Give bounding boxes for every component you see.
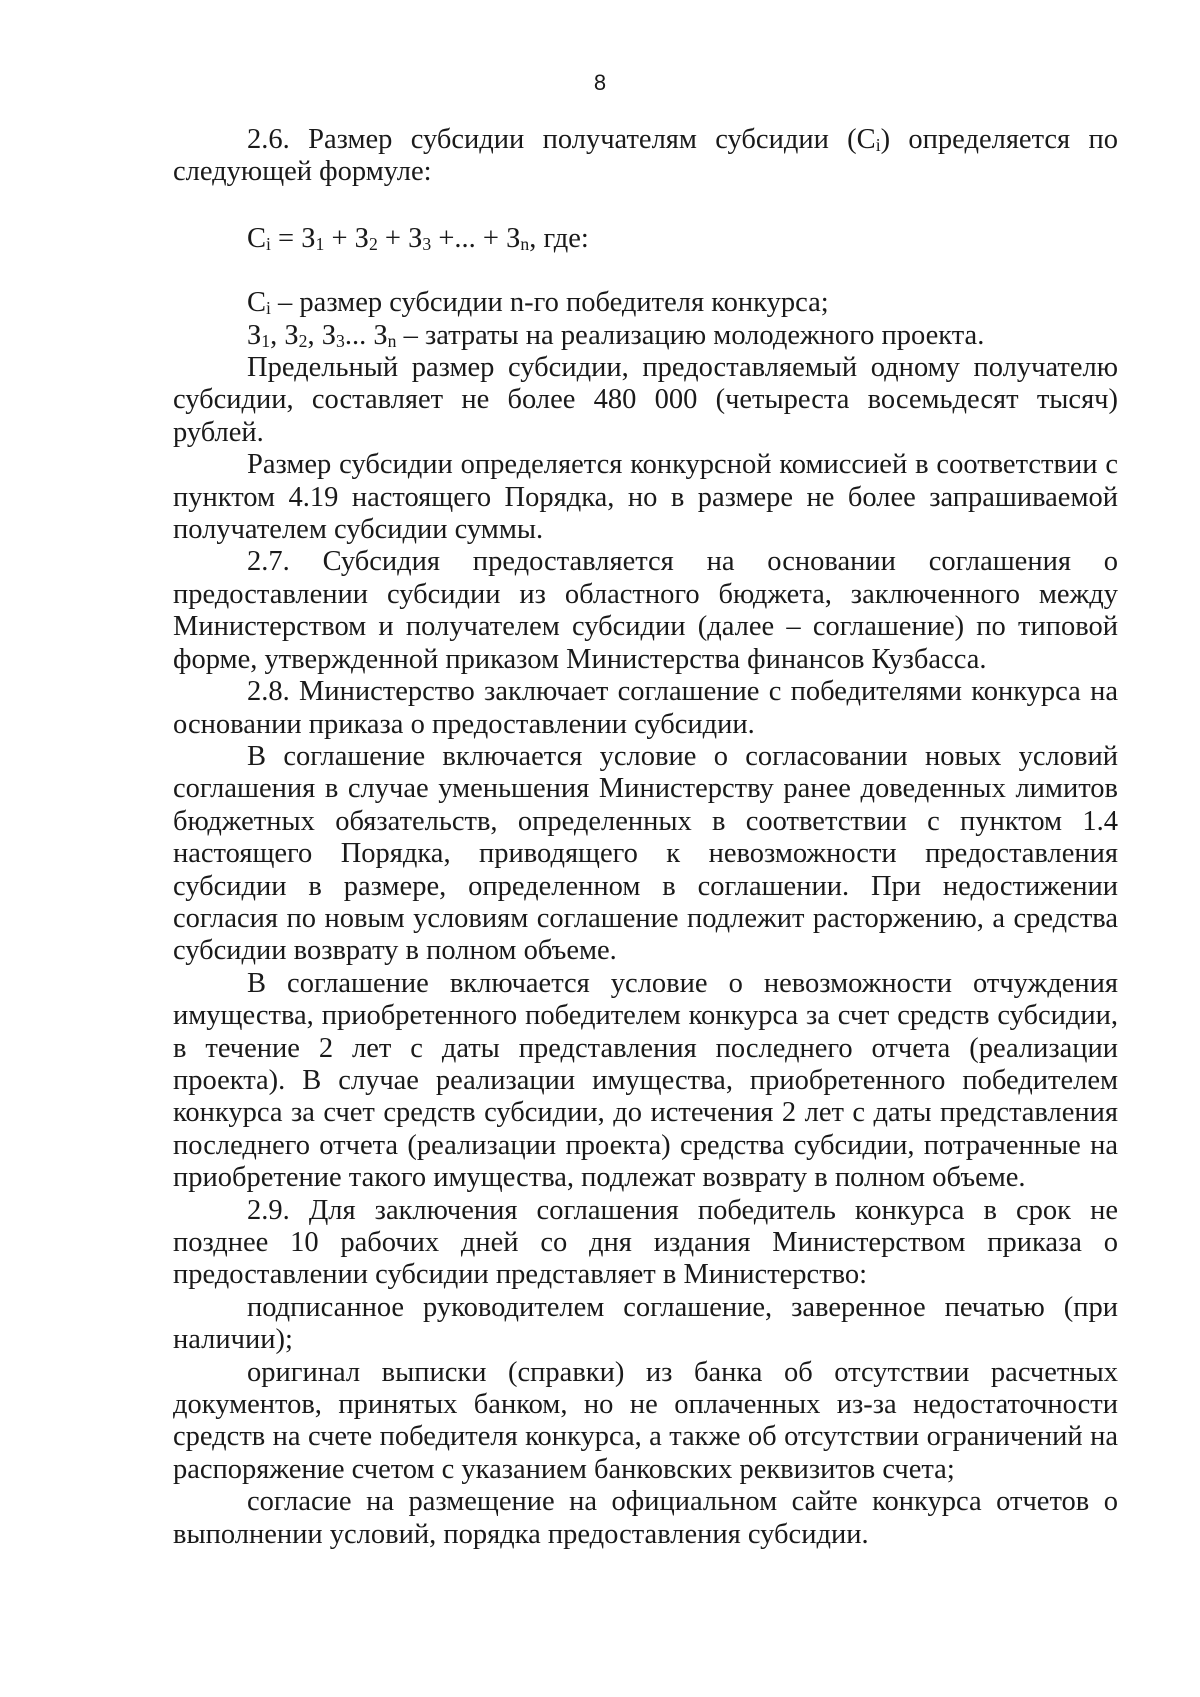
- formula-plus-3: +... + З: [431, 222, 521, 254]
- formula-tail: , где:: [529, 222, 589, 254]
- list-item-signed-agreement: подписанное руководителем соглашение, заверенное печатью (при наличии);: [173, 1291, 1118, 1356]
- subsidy-formula: [173, 223, 1118, 255]
- definition-z3: , З: [307, 319, 336, 351]
- definition-ci: [173, 287, 1118, 319]
- definition-z1: З: [247, 319, 262, 351]
- definition-z2-sub: 2: [298, 330, 308, 351]
- formula-plus-2: + З: [377, 222, 423, 254]
- definition-z: [173, 320, 1118, 352]
- paragraph-condition-1: В соглашение включается условие о согласовании новых условий соглашения в случае уменьшения Министерству ранее доведенных лимитов бюджетных обязательств, определенных в соответствии с пунктом 1.4 настоящего Порядка, приводящего к невозможности предоставления субсидии в размере, определенном в соглашении. При недостижении согласия по новым условиям соглашение подлежит расторжению, а средства субсидии возврату в полном объеме.: [173, 740, 1118, 967]
- formula-sub-2: 2: [368, 233, 378, 254]
- paragraph-condition-2: В соглашение включается условие о невозможности отчуждения имущества, приобретенного победителем конкурса за счет средств субсидии, в течение 2 лет с даты представления последнего отчета (реализации проекта). В случае реализации имущества, приобретенного победителем конкурса за счет средств субсидии, до истечения 2 лет с даты представления последнего отчета (реализации проекта) средства субсидии, потраченные на приобретение такого имущества, подлежат возврату в полном объеме.: [173, 967, 1118, 1194]
- list-item-bank-statement: оригинал выписки (справки) из банка об отсутствии расчетных документов, принятых банком, но не оплаченных из-за недостаточности средств на счете победителя конкурса, а также об отсутствии ограничений на распоряжение счетом с указанием банковских реквизитов счета;: [173, 1356, 1118, 1485]
- paragraph-2-6-start: 2.6. Размер субсидии получателям субсидии (С: [247, 124, 876, 155]
- paragraph-2-8: 2.8. Министерство заключает соглашение с победителями конкурса на основании приказа о предоставлении субсидии.: [173, 676, 1118, 740]
- paragraph-limit: Предельный размер субсидии, предоставляемый одному получателю субсидии, составляет не более 480 000 (четыреста восемьдесят тысяч) рублей.: [173, 352, 1118, 448]
- paragraph-2-6: [173, 124, 1118, 189]
- formula-sub-1: 1: [315, 233, 325, 254]
- subscript-i: i: [875, 135, 881, 155]
- definition-ci-sub: i: [266, 298, 271, 319]
- paragraph-2-7: 2.7. Субсидия предоставляется на основании соглашения о предоставлении субсидии из областного бюджета, заключенного между Министерством и получателем субсидии (далее – соглашение) по типовой форме, утвержденной приказом Министерства финансов Кузбасса.: [173, 546, 1118, 675]
- definition-ci-symbol: С: [247, 287, 267, 319]
- formula-eq: = З: [270, 222, 316, 254]
- formula-sub-n: n: [520, 233, 530, 254]
- document-body: [173, 124, 1118, 1551]
- formula-ci-sub: i: [266, 233, 271, 254]
- formula-ci: С: [247, 222, 267, 254]
- formula-plus-1: + З: [324, 222, 369, 254]
- paragraph-2-9: 2.9. Для заключения соглашения победитель конкурса в срок не позднее 10 рабочих дней со дня издания Министерством приказа о предоставлении субсидии представляет в Министерство:: [173, 1194, 1118, 1291]
- definition-z-text: – затраты на реализацию молодежного проекта.: [396, 319, 985, 351]
- definition-z3-sub: 3: [336, 330, 345, 351]
- formula-sub-3: 3: [422, 233, 432, 254]
- list-item-consent: согласие на размещение на официальном сайте конкурса отчетов о выполнении условий, порядка предоставления субсидии.: [173, 1486, 1118, 1550]
- definition-z2: , З: [270, 319, 299, 351]
- paragraph-2-6-end: ) определяется по следующей формуле:: [173, 124, 1118, 188]
- definition-ci-text: – размер субсидии n-го победителя конкурса;: [270, 287, 829, 319]
- paragraph-size: Размер субсидии определяется конкурсной комиссией в соответствии с пунктом 4.19 настоящего Порядка, но в размере не более запрашиваемой получателем субсидии суммы.: [173, 449, 1118, 546]
- definition-zn-sub: n: [387, 330, 397, 351]
- page-number: 8: [593, 70, 607, 95]
- definition-zn: ... З: [344, 319, 388, 351]
- definition-z1-sub: 1: [261, 330, 271, 351]
